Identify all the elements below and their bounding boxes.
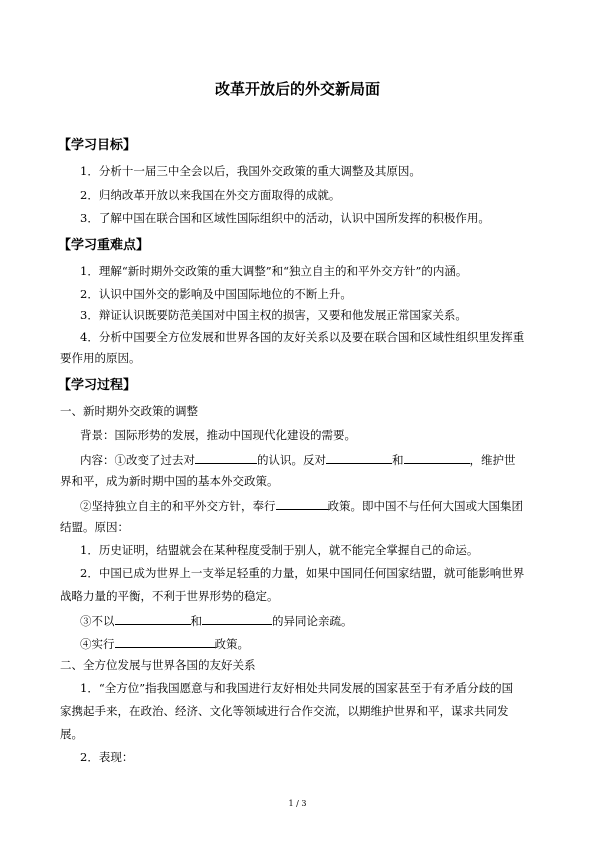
- item-3: ③不以 和 的异同论亲疏。: [80, 614, 353, 628]
- fill-blank[interactable]: [115, 635, 215, 648]
- content-line-1: 内容：①改变了过去对 的认识。反对 和 ，维护世: [80, 453, 516, 467]
- goal-item: 3．了解中国在联合国和区域性国际组织中的活动，认识中国所发挥的积极作用。: [80, 211, 490, 225]
- fill-blank[interactable]: [326, 451, 392, 464]
- reason-2: 2．中国已成为世界上一支举足轻重的力量，如果中国同任何国家结盟，就可能影响世界: [80, 566, 525, 580]
- section-heading-process: 【学习过程】: [58, 378, 137, 393]
- keypoint-item: 2．认识中国外交的影响及中国国际地位的不断上升。: [80, 287, 352, 301]
- part2-item-1-cont: 家携起手来，在政治、经济、文化等领域进行合作交流，以期维护世界和平，谋求共同发: [60, 704, 509, 718]
- content-line-2: 界和平，成为新时期中国的基本外交政策。: [60, 474, 279, 488]
- item-4: ④实行 政策。: [80, 637, 249, 651]
- keypoint-item: 3．辩证认识既要防范美国对中国主权的损害，又要和他发展正常国家关系。: [80, 308, 467, 322]
- background-text: 背景：国际形势的发展，推动中国现代化建设的需要。: [80, 428, 356, 442]
- goal-item: 1．分析十一届三中全会以后，我国外交政策的重大调整及其原因。: [80, 164, 421, 178]
- part2-title: 二、全方位发展与世界各国的友好关系: [60, 658, 256, 672]
- page-title: 改革开放后的外交新局面: [214, 80, 380, 98]
- part2-item-1-end: 展。: [60, 727, 83, 741]
- goal-item: 2．归纳改革开放以来我国在外交方面取得的成就。: [80, 188, 341, 202]
- part1-title: 一、新时期外交政策的调整: [60, 404, 198, 418]
- content-line-4: 结盟。原因：: [60, 520, 129, 534]
- reason-1: 1．历史证明，结盟就会在某种程度受制于别人，就不能完全掌握自己的命运。: [80, 543, 479, 557]
- section-heading-keypoints: 【学习重难点】: [58, 238, 150, 253]
- fill-blank[interactable]: [195, 451, 257, 464]
- part2-item-2: 2．表现：: [80, 750, 134, 764]
- page-number: 1 / 3: [288, 799, 307, 808]
- keypoint-item: 1．理解“新时期外交政策的重大调整”和“独立自主的和平外交方针”的内涵。: [80, 264, 468, 278]
- keypoint-item: 要作用的原因。: [60, 351, 141, 365]
- reason-2-cont: 战略力量的平衡，不利于世界形势的稳定。: [60, 589, 279, 603]
- keypoint-item: 4．分析中国要全方位发展和世界各国的友好关系以及要在联合国和区域性组织里发挥重: [80, 330, 525, 344]
- part2-item-1: 1．“全方位”指我国愿意与和我国进行友好相处共同发展的国家甚至于有矛盾分歧的国: [80, 681, 514, 695]
- fill-blank[interactable]: [202, 612, 272, 625]
- fill-blank[interactable]: [115, 612, 191, 625]
- fill-blank[interactable]: [404, 451, 470, 464]
- fill-blank[interactable]: [276, 497, 328, 510]
- content-line-3: ②坚持独立自主的和平外交方针，奉行 政策。即中国不与任何大国或大国集团: [80, 499, 523, 513]
- section-heading-goals: 【学习目标】: [58, 138, 137, 153]
